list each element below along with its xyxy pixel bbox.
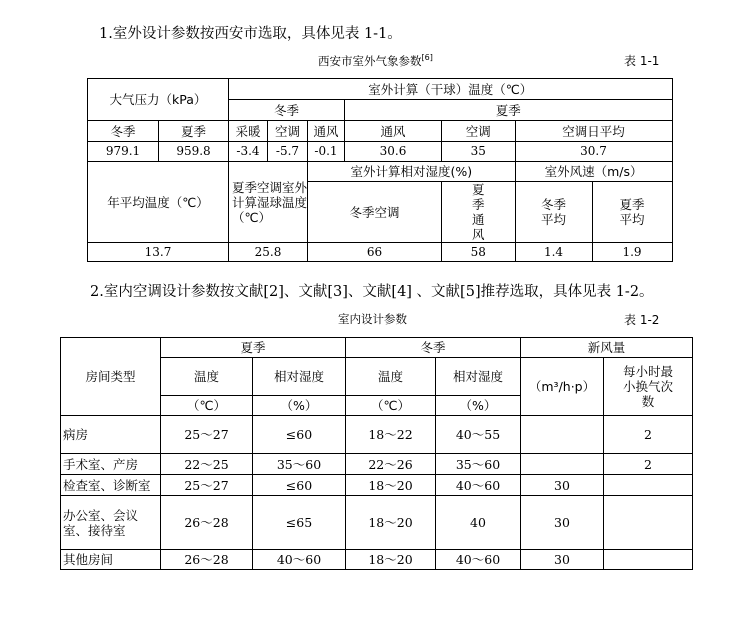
header-wind-summer: 夏季平均: [592, 182, 672, 243]
air-changes: [604, 475, 693, 496]
header-ac-daily: 空调日平均: [515, 121, 672, 142]
header-vent-winter: 通风: [308, 121, 345, 142]
table-row: [61, 496, 693, 550]
value-humidity-summer: 58: [442, 243, 516, 262]
header-ac-winter: 空调: [268, 121, 308, 142]
header-rh-winter: 相对湿度: [436, 358, 521, 396]
header-vent-summer: 通风: [345, 121, 442, 142]
header-humidity-summer-vent: 夏季通风: [442, 182, 516, 243]
header-pressure: 大气压力（kPa）: [88, 79, 229, 121]
header-ac-summer: 空调: [442, 121, 516, 142]
room-name: 检查室、诊断室: [61, 475, 161, 496]
unit-temp-winter: （℃）: [346, 396, 436, 416]
paragraph-2: 2.室内空调设计参数按文献[2]、文献[3]、文献[4] 、文献[5]推荐选取，具体见表 1-2。: [90, 284, 654, 300]
summer-rh: 35～60: [253, 454, 346, 475]
summer-rh: ≤60: [253, 475, 346, 496]
paragraph-1: 1.室外设计参数按西安市选取，具体见表 1-1。: [99, 26, 402, 42]
winter-rh: 40～60: [436, 550, 521, 570]
air-changes: [604, 496, 693, 550]
header-fresh-unit: （m³/h·p）: [521, 358, 604, 416]
fresh-air-volume: 30: [521, 550, 604, 570]
value-pressure-winter: 979.1: [88, 142, 159, 162]
header-humidity-winter-ac: 冬季空调: [308, 182, 442, 243]
winter-temp: 22～26: [346, 454, 436, 475]
header-summer: 夏季: [161, 338, 346, 358]
header-annual-avg: 年平均温度（℃）: [88, 162, 229, 243]
winter-rh: 40～55: [436, 416, 521, 454]
header-summer: 夏季: [345, 100, 673, 121]
value-ac-winter: -5.7: [268, 142, 308, 162]
header-temp-winter: 温度: [346, 358, 436, 396]
value-pressure-summer: 959.8: [159, 142, 229, 162]
summer-rh: ≤65: [253, 496, 346, 550]
fresh-air-volume: [521, 454, 604, 475]
fresh-air-volume: [521, 416, 604, 454]
table1-caption: [318, 53, 433, 69]
summer-temp: 25～27: [161, 416, 253, 454]
value-annual-avg: 13.7: [88, 243, 229, 262]
air-changes: 2: [604, 416, 693, 454]
header-rh-summer: 相对湿度: [253, 358, 346, 396]
header-heating: 采暖: [229, 121, 268, 142]
header-room-type: 房间类型: [61, 338, 161, 416]
value-heating: -3.4: [229, 142, 268, 162]
value-ac-summer: 35: [442, 142, 516, 162]
table1-caption-text: 西安市室外气象参数: [318, 54, 422, 68]
winter-temp: 18～22: [346, 416, 436, 454]
winter-rh: 40～60: [436, 475, 521, 496]
outdoor-params-table: [87, 78, 673, 262]
winter-rh: 40: [436, 496, 521, 550]
value-vent-summer: 30.6: [345, 142, 442, 162]
air-changes: [604, 550, 693, 570]
header-winter: 冬季: [229, 100, 345, 121]
header-humidity: 室外计算相对湿度(%): [308, 162, 516, 182]
table-row: [61, 416, 693, 454]
header-calc-temp: 室外计算（干球）温度（℃）: [229, 79, 673, 100]
indoor-params-table: [60, 337, 693, 570]
table1-caption-ref: [6]: [421, 53, 433, 63]
header-winter: 冬季: [346, 338, 521, 358]
room-name: 病房: [61, 416, 161, 454]
fresh-air-volume: 30: [521, 475, 604, 496]
winter-temp: 18～20: [346, 550, 436, 570]
table-row: [61, 475, 693, 496]
table-row: [61, 550, 693, 570]
table2-number: 表 1-2: [624, 313, 660, 327]
summer-temp: 25～27: [161, 475, 253, 496]
table-row: [61, 454, 693, 475]
header-temp-summer: 温度: [161, 358, 253, 396]
room-name: 办公室、会议室、接待室: [61, 496, 161, 550]
header-fresh-air: 新风量: [521, 338, 693, 358]
unit-rh-summer: （%）: [253, 396, 346, 416]
header-wind: 室外风速（m/s）: [515, 162, 672, 182]
air-changes: 2: [604, 454, 693, 475]
summer-temp: 26～28: [161, 550, 253, 570]
header-wetbulb: 夏季空调室外计算湿球温度（℃）: [229, 162, 308, 243]
winter-temp: 18～20: [346, 475, 436, 496]
fresh-air-volume: 30: [521, 496, 604, 550]
summer-temp: 22～25: [161, 454, 253, 475]
room-name: 其他房间: [61, 550, 161, 570]
winter-temp: 18～20: [346, 496, 436, 550]
winter-rh: 35～60: [436, 454, 521, 475]
table1-number: 表 1-1: [624, 54, 660, 68]
header-pressure-summer: 夏季: [159, 121, 229, 142]
value-wind-winter: 1.4: [515, 243, 592, 262]
value-vent-winter: -0.1: [308, 142, 345, 162]
summer-rh: 40～60: [253, 550, 346, 570]
value-humidity-winter: 66: [308, 243, 442, 262]
header-wind-winter: 冬季平均: [515, 182, 592, 243]
table2-caption: 室内设计参数: [338, 312, 407, 326]
summer-temp: 26～28: [161, 496, 253, 550]
summer-rh: ≤60: [253, 416, 346, 454]
value-wind-summer: 1.9: [592, 243, 672, 262]
header-pressure-winter: 冬季: [88, 121, 159, 142]
value-wetbulb: 25.8: [229, 243, 308, 262]
unit-rh-winter: （%）: [436, 396, 521, 416]
room-name: 手术室、产房: [61, 454, 161, 475]
value-ac-daily: 30.7: [515, 142, 672, 162]
header-air-changes: 每小时最小换气次数: [604, 358, 693, 416]
unit-temp-summer: （℃）: [161, 396, 253, 416]
